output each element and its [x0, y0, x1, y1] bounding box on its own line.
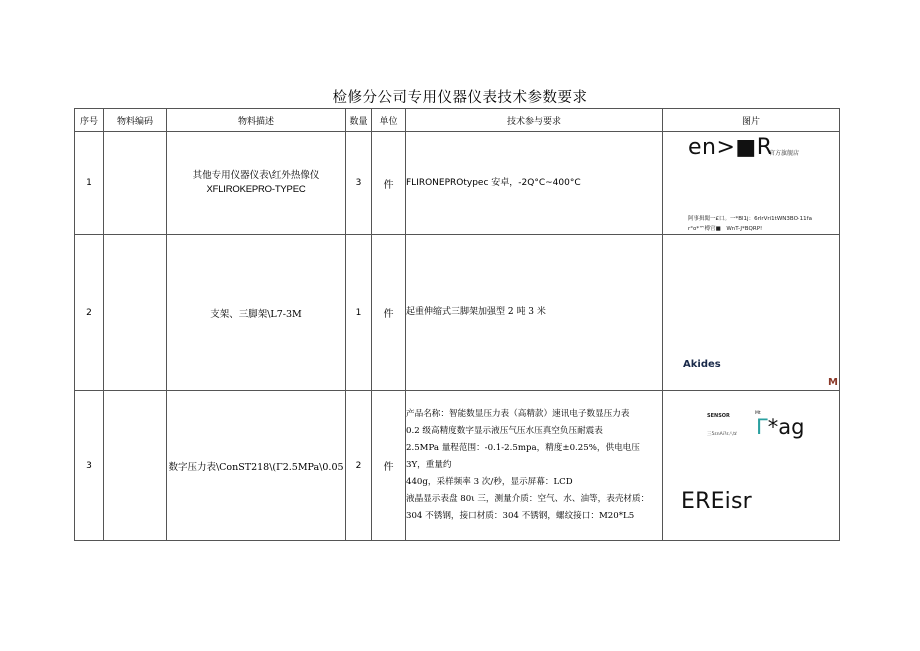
tech-line: 0.2 级高精度数字显示液压气压水压真空负压耐震表	[406, 426, 603, 436]
cell-code	[104, 391, 167, 541]
image-logo-text: en>■R	[688, 135, 773, 160]
desc-line2: XFLIROKEPRO-TYPEC	[206, 184, 306, 195]
cell-unit: 件	[372, 391, 406, 541]
cell-tech	[406, 235, 663, 391]
header-tech: 技术参与要求	[406, 109, 663, 132]
cell-image	[663, 391, 840, 541]
table-row	[75, 391, 840, 541]
header-desc: 物料描述	[167, 109, 346, 132]
header-unit: 单位	[372, 109, 406, 132]
tech-line: FLIRONEPROtypec 安卓，-2Q°C~400°C	[406, 177, 581, 188]
image-big-text: Γ*ag	[756, 415, 805, 439]
desc-line1: 支架、三脚架\L7-3M	[210, 308, 302, 320]
cell-desc	[167, 235, 346, 391]
cell-unit: 件	[372, 235, 406, 391]
header-qty: 数量	[346, 109, 372, 132]
header-image: 图片	[663, 109, 840, 132]
image-sensor-text: SENSOR	[707, 413, 730, 419]
image-big-text-rest: *ag	[767, 415, 805, 439]
cell-code	[104, 132, 167, 235]
desc-line1: 数字压力表\ConST218\(Γ2.5MPa\0.05	[168, 461, 344, 473]
cell-qty: 3	[346, 132, 372, 235]
tech-line: 440g，采样频率 3 次/秒，显示屏幕：LCD	[406, 477, 573, 487]
header-code: 物料编码	[104, 109, 167, 132]
image-mark-text: Mt	[755, 411, 761, 416]
cell-image	[663, 235, 840, 391]
cell-desc	[167, 132, 346, 235]
cell-qty: 2	[346, 391, 372, 541]
spec-table	[74, 108, 840, 541]
cell-qty: 1	[346, 235, 372, 391]
tech-line: 产品名称：智能数显压力表（高精款）速讯电子数显压力表	[406, 409, 630, 419]
image-bottom-text: EREisr	[681, 489, 752, 514]
desc-line1: 其他专用仪器仪表\红外热像仪	[192, 170, 320, 181]
cell-seq: 2	[75, 235, 104, 391]
cell-tech	[406, 391, 663, 541]
image-caption-1: 阿事揖聞一£口。一*Bl1j：6rlrVri1tWN3BO·11fa	[688, 216, 812, 222]
cell-seq: 3	[75, 391, 104, 541]
image-small-text: 官方旗舰店	[769, 150, 800, 157]
tech-line: 2.5MPa 量程范围：-0.1-2.5mpa，精度±0.25%，供电电压 3Y，重量约	[406, 443, 640, 470]
image-caption-2: r°o*™樽官■ WnT-J*BQRP!	[688, 226, 763, 232]
tech-line: 液晶显示表盘 80ι 三，测量介质：空气、水、油等，表壳材质：	[406, 494, 650, 504]
page-title: 检修分公司专用仪器仪表技术参数要求	[332, 90, 588, 106]
table-row	[75, 235, 840, 391]
image-brand-text: Akides	[683, 359, 721, 370]
tech-line: 304 不锈钢，接口材质：304 不锈钢，螺纹接口：M20*L5	[406, 511, 635, 521]
header-seq: 序号	[75, 109, 104, 132]
cell-desc	[167, 391, 346, 541]
table-row	[75, 132, 840, 235]
image-corner-mark: M	[828, 377, 838, 388]
tech-line: 起重伸缩式三脚架加强型 2 吨 3 米	[406, 307, 546, 317]
image-tiny-text: 三5εnAi?ε八tℓ	[707, 432, 737, 437]
cell-code	[104, 235, 167, 391]
table-header-row	[75, 109, 840, 132]
cell-image	[663, 132, 840, 235]
cell-tech	[406, 132, 663, 235]
cell-seq: 1	[75, 132, 104, 235]
cell-unit: 件	[372, 132, 406, 235]
